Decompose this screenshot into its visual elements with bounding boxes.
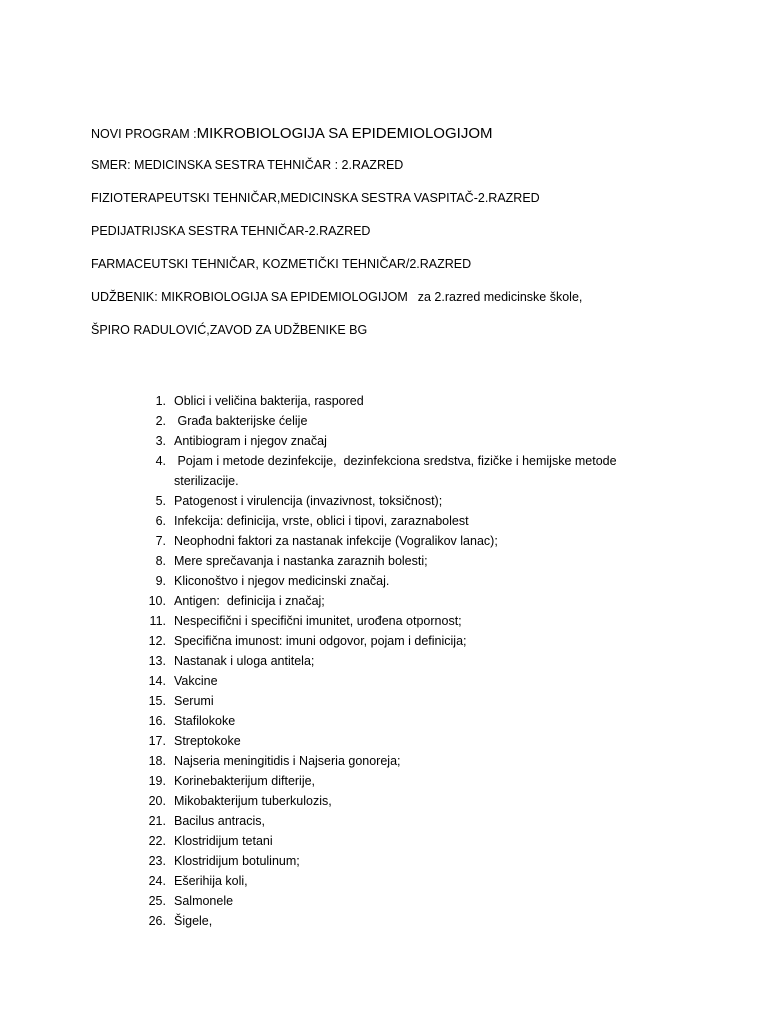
list-item-text: Klostridijum tetani	[174, 834, 273, 848]
list-item-text-block	[174, 571, 389, 591]
list-item-text: Klostridijum botulinum;	[174, 854, 300, 868]
list-item-text-block	[174, 651, 314, 671]
list-item	[143, 431, 643, 451]
list-item-number: 20.	[148, 794, 166, 808]
list-item-text-block	[174, 851, 300, 871]
list-item-number: 21.	[148, 814, 166, 828]
list-item-number: 10.	[148, 594, 166, 608]
list-item-text-block	[174, 671, 218, 691]
list-item	[143, 551, 643, 571]
list-item-number: 4.	[155, 454, 166, 468]
list-item	[143, 511, 643, 531]
list-item-text-block	[174, 451, 617, 491]
list-item-text-block	[174, 731, 241, 751]
list-item-text-block	[174, 691, 214, 711]
list-item-text-block	[174, 631, 467, 651]
list-item	[143, 711, 643, 731]
list-item-text-block	[174, 771, 315, 791]
list-item-number: 25.	[148, 894, 166, 908]
list-item-text-block	[174, 811, 265, 831]
list-item	[143, 671, 643, 691]
document-header	[91, 126, 731, 355]
list-item-number: 26.	[148, 914, 166, 928]
program-prefix: NOVI PROGRAM :	[91, 127, 197, 141]
list-item-text: Korinebakterijum difterije,	[174, 774, 316, 788]
list-item	[143, 611, 643, 631]
list-item	[143, 411, 643, 431]
list-item-number: 11.	[149, 614, 166, 628]
list-item-text-block	[174, 871, 248, 891]
list-item	[143, 871, 643, 891]
list-item-text-block	[174, 751, 401, 771]
list-item-text-block	[174, 611, 462, 631]
list-item	[143, 731, 643, 751]
list-item-number: 16.	[148, 714, 166, 728]
list-item-text: Salmonele	[174, 894, 234, 908]
list-item-number: 23.	[148, 854, 166, 868]
list-item-number: 17.	[148, 734, 166, 748]
list-item	[143, 891, 643, 911]
list-item-text-block	[174, 831, 273, 851]
topic-list	[143, 391, 643, 931]
list-item	[143, 651, 643, 671]
list-item-number: 9.	[155, 574, 166, 588]
list-item-text-block	[174, 531, 498, 551]
list-item-text-block	[174, 591, 325, 611]
list-item	[143, 831, 643, 851]
list-item-text: Najseria meningitidis i Najseria gonoreja;	[174, 754, 401, 768]
list-item-number: 12.	[148, 634, 166, 648]
list-item-number: 3.	[155, 434, 166, 448]
author-line: ŠPIRO RADULOVIĆ,ZAVOD ZA UDŽBENIKE BG	[91, 323, 368, 337]
list-item-text: Serumi	[174, 694, 214, 708]
list-item-text: Mere sprečavanja i nastanka zaraznih bolesti;	[174, 554, 428, 568]
program-title: MIKROBIOLOGIJA SA EPIDEMIOLOGIJOM	[196, 125, 493, 142]
list-item	[143, 811, 643, 831]
list-item-text: Šigele,	[174, 914, 213, 928]
list-item-text-block	[174, 411, 307, 431]
list-item	[143, 631, 643, 651]
list-item-text: Bacilus antracis,	[174, 814, 266, 828]
list-item-text: Antibiogram i njegov značaj	[174, 434, 327, 448]
profile-line-4: FARMACEUTSKI TEHNIČAR, KOZMETIČKI TEHNIČAR/2.RAZRED	[91, 257, 472, 271]
list-item-text: Ešerihija koli,	[174, 874, 248, 888]
list-item	[143, 691, 643, 711]
list-item	[143, 771, 643, 791]
list-item-text: Specifična imunost: imuni odgovor, pojam i definicija;	[174, 634, 467, 648]
list-item	[143, 451, 643, 491]
list-item-number: 5.	[155, 494, 166, 508]
textbook-title: UDŽBENIK: MIKROBIOLOGIJA SA EPIDEMIOLOGIJOM	[91, 290, 408, 304]
list-item-number: 14.	[148, 674, 166, 688]
profile-line-3: PEDIJATRIJSKA SESTRA TEHNIČAR-2.RAZRED	[91, 224, 371, 238]
list-item-text: Građa bakterijske ćelije	[174, 414, 308, 428]
list-item-text-block	[174, 711, 235, 731]
list-item-number: 8.	[155, 554, 166, 568]
list-item-text: Antigen: definicija i značaj;	[174, 594, 325, 608]
list-item-number: 7.	[155, 534, 166, 548]
list-item-text-block	[174, 551, 428, 571]
list-item	[143, 911, 643, 931]
list-item	[143, 571, 643, 591]
list-item-text: Streptokoke	[174, 734, 241, 748]
list-item-number: 2.	[155, 414, 166, 428]
list-item-number: 15.	[148, 694, 166, 708]
list-item-text-block	[174, 891, 233, 911]
list-item-number: 18.	[148, 754, 166, 768]
list-item-text-block	[174, 431, 327, 451]
textbook-line	[91, 289, 731, 305]
list-item	[143, 851, 643, 871]
textbook-grade: za 2.razred medicinske škole,	[417, 290, 583, 304]
list-item-text: Mikobakterijum tuberkulozis,	[174, 794, 332, 808]
profile-line-2: FIZIOTERAPEUTSKI TEHNIČAR,MEDICINSKA SESTRA VASPITAČ-2.RAZRED	[91, 191, 540, 205]
program-line	[91, 126, 731, 142]
list-item-text-block	[174, 391, 364, 411]
list-item-text: Vakcine	[174, 674, 218, 688]
list-item-text: Oblici i veličina bakterija, raspored	[174, 394, 364, 408]
list-item-text: Pojam i metode dezinfekcije, dezinfekciona sredstva, fizičke i hemijske metode	[174, 454, 617, 468]
list-item-text: Stafilokoke	[174, 714, 236, 728]
list-item-text: Neophodni faktori za nastanak infekcije (Vogralikov lanac);	[174, 534, 498, 548]
list-item	[143, 751, 643, 771]
list-item-number: 1.	[155, 394, 166, 408]
list-item-text-block	[174, 491, 442, 511]
list-item	[143, 391, 643, 411]
list-item-text-continuation: sterilizacije.	[174, 474, 239, 488]
list-item-number: 24.	[148, 874, 166, 888]
list-item-text: Infekcija: definicija, vrste, oblici i tipovi, zaraznabolest	[174, 514, 469, 528]
list-item-text: Kliconoštvo i njegov medicinski značaj.	[174, 574, 390, 588]
list-item	[143, 791, 643, 811]
list-item-number: 6.	[155, 514, 166, 528]
list-item-text: Nastanak i uloga antitela;	[174, 654, 315, 668]
list-item-text-block	[174, 911, 212, 931]
list-item-text-block	[174, 511, 469, 531]
list-item-number: 22.	[148, 834, 166, 848]
list-item	[143, 591, 643, 611]
list-item-text: Nespecifični i specifični imunitet, urođena otpornost;	[174, 614, 462, 628]
list-item-text: Patogenost i virulencija (invazivnost, toksičnost);	[174, 494, 443, 508]
list-item	[143, 531, 643, 551]
list-item-number: 13.	[148, 654, 166, 668]
smer-line: SMER: MEDICINSKA SESTRA TEHNIČAR : 2.RAZRED	[91, 158, 404, 172]
list-item	[143, 491, 643, 511]
list-item-number: 19.	[148, 774, 166, 788]
list-item-text-block	[174, 791, 332, 811]
